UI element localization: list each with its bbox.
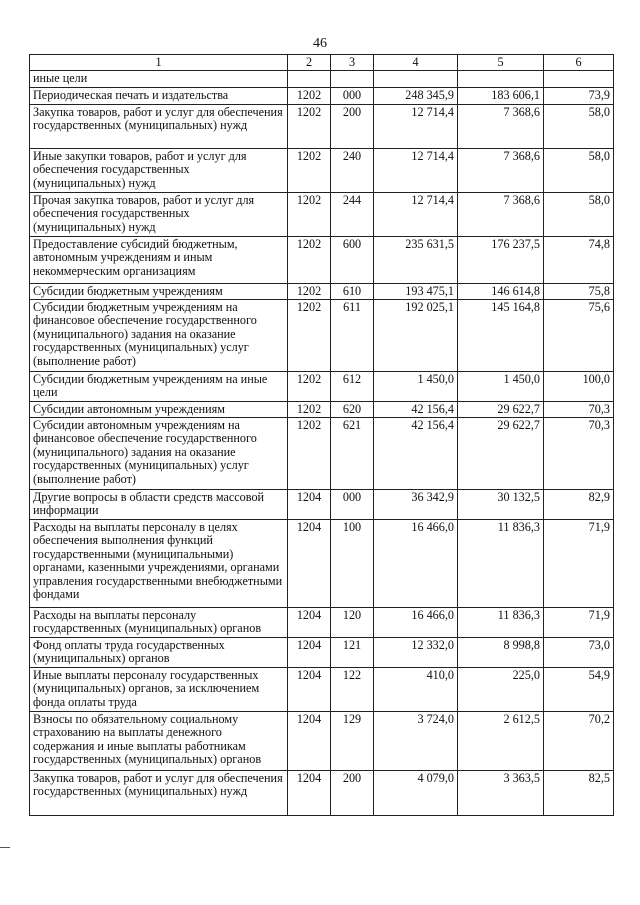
executed-amount: 7 368,6 bbox=[458, 105, 544, 149]
table-row bbox=[30, 668, 614, 712]
expense-type-code: 000 bbox=[331, 88, 374, 105]
executed-amount: 11 836,3 bbox=[458, 608, 544, 638]
executed-amount: 176 237,5 bbox=[458, 237, 544, 284]
section-code: 1204 bbox=[288, 490, 331, 520]
executed-amount: 29 622,7 bbox=[458, 418, 544, 490]
execution-percent: 73,0 bbox=[544, 638, 614, 668]
item-name: Субсидии автономным учреждениям bbox=[30, 402, 288, 418]
item-name: Субсидии автономным учреждениям на финансовое обеспечение государственного (муниципального) задания на оказание государственных (муниципальных) услуг (выполнение работ) bbox=[30, 418, 288, 490]
executed-amount: 225,0 bbox=[458, 668, 544, 712]
execution-percent: 73,9 bbox=[544, 88, 614, 105]
section-code: 1202 bbox=[288, 402, 331, 418]
item-name: Субсидии бюджетным учреждениям bbox=[30, 284, 288, 300]
planned-amount: 36 342,9 bbox=[374, 490, 458, 520]
item-name: Другие вопросы в области средств массовой информации bbox=[30, 490, 288, 520]
planned-amount: 42 156,4 bbox=[374, 418, 458, 490]
execution-percent: 58,0 bbox=[544, 193, 614, 237]
expense-type-code: 612 bbox=[331, 372, 374, 402]
expense-type-code: 611 bbox=[331, 300, 374, 372]
item-name: Закупка товаров, работ и услуг для обеспечения государственных (муниципальных) нужд bbox=[30, 771, 288, 816]
executed-amount: 3 363,5 bbox=[458, 771, 544, 816]
expense-type-code: 200 bbox=[331, 105, 374, 149]
execution-percent: 70,3 bbox=[544, 402, 614, 418]
expense-type-code: 129 bbox=[331, 712, 374, 771]
table-row bbox=[30, 284, 614, 300]
item-name: Расходы на выплаты персоналу в целях обеспечения выполнения функций государственными (муниципальными) органами, казенными учреждениями, органами управления государственными внебюджетными фондами bbox=[30, 520, 288, 608]
table-row bbox=[30, 149, 614, 193]
execution-percent: 58,0 bbox=[544, 105, 614, 149]
execution-percent: 82,5 bbox=[544, 771, 614, 816]
expense-type-code: 240 bbox=[331, 149, 374, 193]
planned-amount: 16 466,0 bbox=[374, 608, 458, 638]
section-code: 1204 bbox=[288, 668, 331, 712]
table-row bbox=[30, 638, 614, 668]
item-name: Закупка товаров, работ и услуг для обеспечения государственных (муниципальных) нужд bbox=[30, 105, 288, 149]
header-row bbox=[30, 55, 614, 71]
table-row bbox=[30, 105, 614, 149]
table-row bbox=[30, 608, 614, 638]
margin-mark bbox=[0, 847, 10, 848]
table-row bbox=[30, 771, 614, 816]
execution-percent bbox=[544, 71, 614, 88]
section-code: 1202 bbox=[288, 193, 331, 237]
item-name: Субсидии бюджетным учреждениям на финансовое обеспечение государственного (муниципального) задания на оказание государственных (муниципальных) услуг (выполнение работ) bbox=[30, 300, 288, 372]
planned-amount: 16 466,0 bbox=[374, 520, 458, 608]
col-header-1: 1 bbox=[30, 55, 288, 71]
table-row bbox=[30, 490, 614, 520]
budget-table bbox=[29, 54, 614, 816]
expense-type-code: 620 bbox=[331, 402, 374, 418]
planned-amount: 193 475,1 bbox=[374, 284, 458, 300]
table-row bbox=[30, 300, 614, 372]
table-row bbox=[30, 712, 614, 771]
execution-percent: 70,2 bbox=[544, 712, 614, 771]
planned-amount: 12 332,0 bbox=[374, 638, 458, 668]
col-header-6: 6 bbox=[544, 55, 614, 71]
item-name: Иные закупки товаров, работ и услуг для обеспечения государственных (муниципальных) нужд bbox=[30, 149, 288, 193]
table-row bbox=[30, 372, 614, 402]
table-row bbox=[30, 520, 614, 608]
execution-percent: 71,9 bbox=[544, 520, 614, 608]
executed-amount: 7 368,6 bbox=[458, 193, 544, 237]
executed-amount: 1 450,0 bbox=[458, 372, 544, 402]
section-code: 1202 bbox=[288, 149, 331, 193]
item-name: Прочая закупка товаров, работ и услуг для обеспечения государственных (муниципальных) нужд bbox=[30, 193, 288, 237]
section-code: 1202 bbox=[288, 300, 331, 372]
expense-type-code: 610 bbox=[331, 284, 374, 300]
planned-amount: 1 450,0 bbox=[374, 372, 458, 402]
execution-percent: 54,9 bbox=[544, 668, 614, 712]
planned-amount: 12 714,4 bbox=[374, 105, 458, 149]
col-header-2: 2 bbox=[288, 55, 331, 71]
section-code: 1202 bbox=[288, 88, 331, 105]
section-code bbox=[288, 71, 331, 88]
expense-type-code: 200 bbox=[331, 771, 374, 816]
col-header-3: 3 bbox=[331, 55, 374, 71]
section-code: 1204 bbox=[288, 771, 331, 816]
expense-type-code: 244 bbox=[331, 193, 374, 237]
item-name: Иные выплаты персоналу государственных (муниципальных) органов, за исключением фонда оплаты труда bbox=[30, 668, 288, 712]
page-number: 46 bbox=[313, 36, 327, 51]
execution-percent: 75,6 bbox=[544, 300, 614, 372]
item-name: Взносы по обязательному социальному страхованию на выплаты денежного содержания и иные выплаты работникам государственных (муниципальных) органов bbox=[30, 712, 288, 771]
executed-amount: 8 998,8 bbox=[458, 638, 544, 668]
item-name: Периодическая печать и издательства bbox=[30, 88, 288, 105]
planned-amount bbox=[374, 71, 458, 88]
expense-type-code: 121 bbox=[331, 638, 374, 668]
execution-percent: 100,0 bbox=[544, 372, 614, 402]
execution-percent: 82,9 bbox=[544, 490, 614, 520]
table-row bbox=[30, 193, 614, 237]
table-row bbox=[30, 88, 614, 105]
col-header-5: 5 bbox=[458, 55, 544, 71]
table-row bbox=[30, 237, 614, 284]
planned-amount: 12 714,4 bbox=[374, 149, 458, 193]
table-row bbox=[30, 402, 614, 418]
section-code: 1202 bbox=[288, 105, 331, 149]
executed-amount: 146 614,8 bbox=[458, 284, 544, 300]
expense-type-code: 122 bbox=[331, 668, 374, 712]
planned-amount: 248 345,9 bbox=[374, 88, 458, 105]
expense-type-code: 621 bbox=[331, 418, 374, 490]
expense-type-code: 120 bbox=[331, 608, 374, 638]
section-code: 1202 bbox=[288, 418, 331, 490]
expense-type-code bbox=[331, 71, 374, 88]
planned-amount: 3 724,0 bbox=[374, 712, 458, 771]
execution-percent: 71,9 bbox=[544, 608, 614, 638]
planned-amount: 235 631,5 bbox=[374, 237, 458, 284]
item-name: Предоставление субсидий бюджетным, автономным учреждениям и иным некоммерческим организациям bbox=[30, 237, 288, 284]
planned-amount: 4 079,0 bbox=[374, 771, 458, 816]
executed-amount: 29 622,7 bbox=[458, 402, 544, 418]
planned-amount: 192 025,1 bbox=[374, 300, 458, 372]
executed-amount bbox=[458, 71, 544, 88]
execution-percent: 74,8 bbox=[544, 237, 614, 284]
expense-type-code: 000 bbox=[331, 490, 374, 520]
executed-amount: 2 612,5 bbox=[458, 712, 544, 771]
executed-amount: 145 164,8 bbox=[458, 300, 544, 372]
expense-type-code: 100 bbox=[331, 520, 374, 608]
item-name: Фонд оплаты труда государственных (муниципальных) органов bbox=[30, 638, 288, 668]
section-code: 1202 bbox=[288, 237, 331, 284]
execution-percent: 70,3 bbox=[544, 418, 614, 490]
item-name: Расходы на выплаты персоналу государственных (муниципальных) органов bbox=[30, 608, 288, 638]
execution-percent: 58,0 bbox=[544, 149, 614, 193]
section-code: 1202 bbox=[288, 284, 331, 300]
planned-amount: 42 156,4 bbox=[374, 402, 458, 418]
section-code: 1204 bbox=[288, 608, 331, 638]
col-header-4: 4 bbox=[374, 55, 458, 71]
section-code: 1204 bbox=[288, 712, 331, 771]
item-name: Субсидии бюджетным учреждениям на иные цели bbox=[30, 372, 288, 402]
executed-amount: 30 132,5 bbox=[458, 490, 544, 520]
section-code: 1204 bbox=[288, 520, 331, 608]
executed-amount: 11 836,3 bbox=[458, 520, 544, 608]
table-row bbox=[30, 71, 614, 88]
item-name: иные цели bbox=[30, 71, 288, 88]
executed-amount: 183 606,1 bbox=[458, 88, 544, 105]
execution-percent: 75,8 bbox=[544, 284, 614, 300]
planned-amount: 12 714,4 bbox=[374, 193, 458, 237]
section-code: 1202 bbox=[288, 372, 331, 402]
expense-type-code: 600 bbox=[331, 237, 374, 284]
planned-amount: 410,0 bbox=[374, 668, 458, 712]
executed-amount: 7 368,6 bbox=[458, 149, 544, 193]
section-code: 1204 bbox=[288, 638, 331, 668]
table-row bbox=[30, 418, 614, 490]
